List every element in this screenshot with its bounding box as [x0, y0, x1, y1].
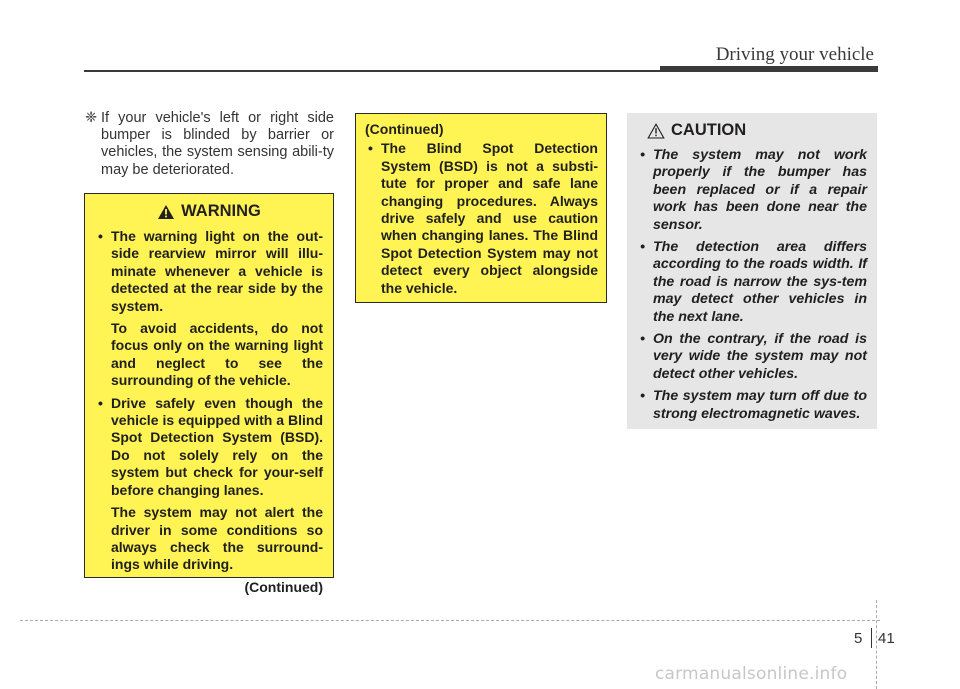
- caution-list: [637, 147, 867, 423]
- page-number-separator: [871, 628, 872, 648]
- warning-box: [84, 193, 334, 595]
- list-item: [95, 395, 323, 574]
- warning-header: [95, 202, 323, 221]
- page-header-title: Driving your vehicle: [715, 44, 874, 65]
- info-note: [85, 110, 334, 179]
- page-number: 41: [878, 630, 895, 647]
- note-text: If your vehicle's left or right side bumper is blinded by barrier or vehicles, the system sensing abili-ty may be deteriorated.: [101, 110, 334, 178]
- caution-title: CAUTION: [671, 121, 747, 139]
- continued-label: (Continued): [365, 121, 444, 137]
- warning-item-1-detail: To avoid accidents, do not focus only on the warning light and neglect to see the surrounding of the vehicle.: [111, 320, 323, 389]
- header-rule-accent: [660, 66, 878, 72]
- warning-title: WARNING: [181, 202, 261, 220]
- note-mark-icon: ❈: [85, 110, 98, 126]
- caution-header: [637, 121, 867, 140]
- watermark: carmanualsonline.info: [655, 664, 848, 684]
- warning-item-1-text: • The warning light on the out-side rearview mirror will illu-minate whenever a vehicle is detected at the rear side by the system.: [111, 228, 323, 314]
- warning-list: [95, 228, 323, 574]
- list-item: • The system may not work properly if the bumper has been replaced or if a repair work has been done near the sensor.: [637, 147, 867, 234]
- header-rule: [84, 70, 744, 72]
- chapter-number: 5: [854, 630, 863, 647]
- warning-item-2-text: • Drive safely even though the vehicle is equipped with a Blind Spot Detection System (BSD). Do not solely rely on the system but check for your-self before changing lanes.: [111, 394, 323, 498]
- caution-triangle-icon: [647, 123, 665, 139]
- warning-item-2-detail: The system may not alert the driver in some conditions so always check the surround-ings while driving.: [111, 504, 323, 573]
- list-item: • The Blind Spot Detection System (BSD) is not a substi-tute for proper and safe lane changing procedures. Always drive safely and use caution when changing lanes. The Blind Spot Detection System may not detect every object alongside the vehicle.: [365, 140, 598, 297]
- warning-triangle-icon: [157, 204, 175, 220]
- warning-continued-label: (Continued): [244, 578, 323, 595]
- warning-continued-box: [355, 113, 607, 303]
- list-item: • The detection area differs according to the roads width. If the road is narrow the sys-tem may detect other vehicles in the next lane.: [637, 239, 867, 326]
- list-item: • On the contrary, if the road is very wide the system may not detect other vehicles.: [637, 331, 867, 383]
- list-item: • The system may turn off due to strong electromagnetic waves.: [637, 388, 867, 423]
- continued-list: [365, 140, 598, 297]
- footer-crop-line: [20, 620, 880, 621]
- caution-box: [627, 113, 877, 429]
- footer-crop-line-vertical: [876, 600, 877, 689]
- list-item: [95, 228, 323, 390]
